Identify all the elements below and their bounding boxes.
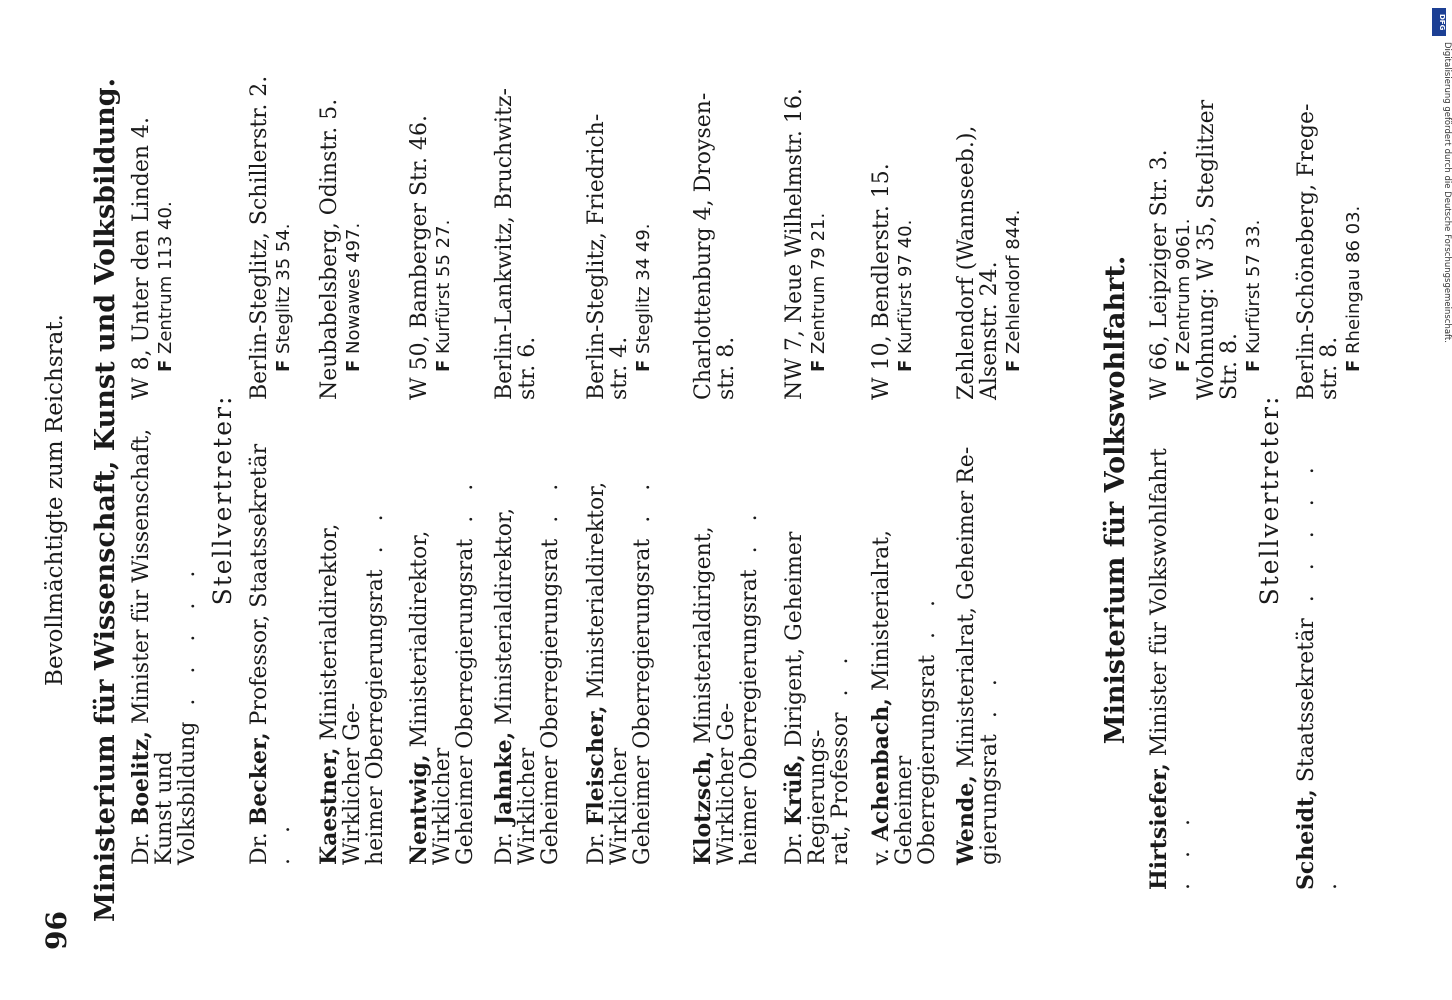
page-number: 96 — [40, 911, 73, 950]
person-name: Hirtsiefer, — [1146, 763, 1172, 890]
address: W 8, Unter den Linden 4. — [129, 116, 154, 400]
phone-line: F Steglitz 35 54. — [273, 223, 294, 372]
phone-line: F Kurfürst 55 27. — [433, 219, 454, 372]
person-name: Krüß, — [781, 754, 807, 826]
deputies-label: Stellvertreter: — [1255, 394, 1284, 606]
person-name: Wende, — [953, 775, 979, 865]
person-name: Nentwig, — [406, 754, 432, 865]
phone-line: F Steglitz 34 49. — [633, 223, 654, 372]
dfg-logo: DFG — [1432, 8, 1446, 36]
address-block — [130, 10, 177, 400]
phone-line: F Kurfürst 97 40. — [895, 219, 916, 372]
phone-line: F Zentrum 9061. — [1173, 218, 1194, 372]
credit-text: Digitalisierung gefördert durch die Deutsche Forschungsgemeinschaft. — [1442, 42, 1452, 343]
person-name: Achenbach, — [868, 698, 894, 842]
person-name: Fleischer, — [583, 705, 609, 826]
phone-line: F Zehlendorf 844. — [1003, 209, 1024, 372]
person-name: Becker, — [246, 732, 272, 826]
running-head: Bevollmächtigte zum Reichsrat. — [42, 314, 68, 686]
person-name: Kaestner, — [316, 747, 342, 865]
entry-text: Dr. Boelitz, Minister für Wissenschaft, Kunst und Volksbildung . . . . . — [128, 428, 200, 865]
digitization-credit — [1422, 8, 1452, 408]
section-title-wissenschaft: Ministerium für Wissenschaft, Kunst und Volksbildung. — [90, 78, 121, 923]
person-name: Boelitz, — [128, 730, 154, 826]
phone-line: F Rheingau 86 03. — [1343, 205, 1364, 372]
role-text: Minister für Wissenschaft, Kunst und Volksbildung — [129, 428, 200, 865]
phone-line: F Zentrum 79 21. — [808, 212, 829, 372]
phone-line: F Zentrum 113 40. — [155, 201, 176, 372]
person-name: Jahnke, — [491, 731, 517, 826]
home-address: Wohnung: W 35, Steglitzer Str. 8. — [1194, 99, 1242, 400]
person-name: Klotzsch, — [690, 750, 716, 865]
phone-line: F Nowawes 497. — [343, 222, 364, 372]
section-title-volkswohlfahrt: Ministerium für Volkswohlfahrt. — [1100, 255, 1131, 745]
person-name: Scheidt, — [1293, 789, 1319, 890]
home-phone-line: F Kurfürst 57 33. — [1243, 219, 1264, 372]
rotated-document-page: 96 Bevollmächtigte zum Reichsrat. Ministerium für Wissenschaft, Kunst und Volksbildung. Dr. Boelitz, Minister für Wissenschaft, Kunst und Volksbildung . . . . . W 8, Unter den Linden 4. F Zentrum 113 40. Stellvertreter: Dr. Becker, Professor, Staatssekretär . . Berlin-Steglitz, Schillerstr. 2. F Steglitz 35 54. Kaestner, Ministerialdirektor, Wirklicher Ge- heimer Oberregierungsrat . . Neubabelsberg, Odinstr. 5. F Nowawes 497. Nentwig, Ministerialdirektor, Wirklicher Geheimer Oberregierungsrat . . W 50, Bamberger Str. 46. F Kurfürst 55 27. Dr. Jahnke, Ministerialdirektor, Wirklicher Geheimer Oberregierungsrat . . Berlin-Lankwitz, Bruchwitz- str. 6. Dr. Fleischer, Ministerialdirektor, Wirklicher Geheimer Oberregierungsrat . . Berlin-Steglitz, Friedrich- str. 4. F Steglitz 34 49. Klotzsch, Ministerialdirigent, Wirklicher Ge- heimer Oberregierungsrat . . Charlottenburg 4, Droysen- str. 8. Dr. Krüß, Dirigent, Geheimer Regierungs- rat, Professor . . NW 7, Neue Wilhelmstr. 16. F Zentrum 79 21. v. Achenbach, Ministerialrat, Geheimer Oberregierungsrat . . W 10, Bendlerstr. 15. F Kurfürst 97 40. Wende, Ministerialrat, Geheimer Re- gierungsrat . . Zehlendorf (Wannseeb.), Alsenstr. 24. F Zehlendorf 844. Ministerium für Volkswohlfahrt. Hirtsiefer, Minister für Volkswohlfahrt . . . W 66, Leipziger Str. 3. F Zentrum 9061. Wohnung: W 35, Steglitzer Str. 8. F Kurfürst 57 33. Stellvertreter: Scheidt, Staatssekretär . . . . . . Berlin-Schöneberg, Frege- str. 8. F Rheingau 86 03. — [0, 0, 1439, 1000]
deputies-label: Stellvertreter: — [208, 394, 237, 606]
